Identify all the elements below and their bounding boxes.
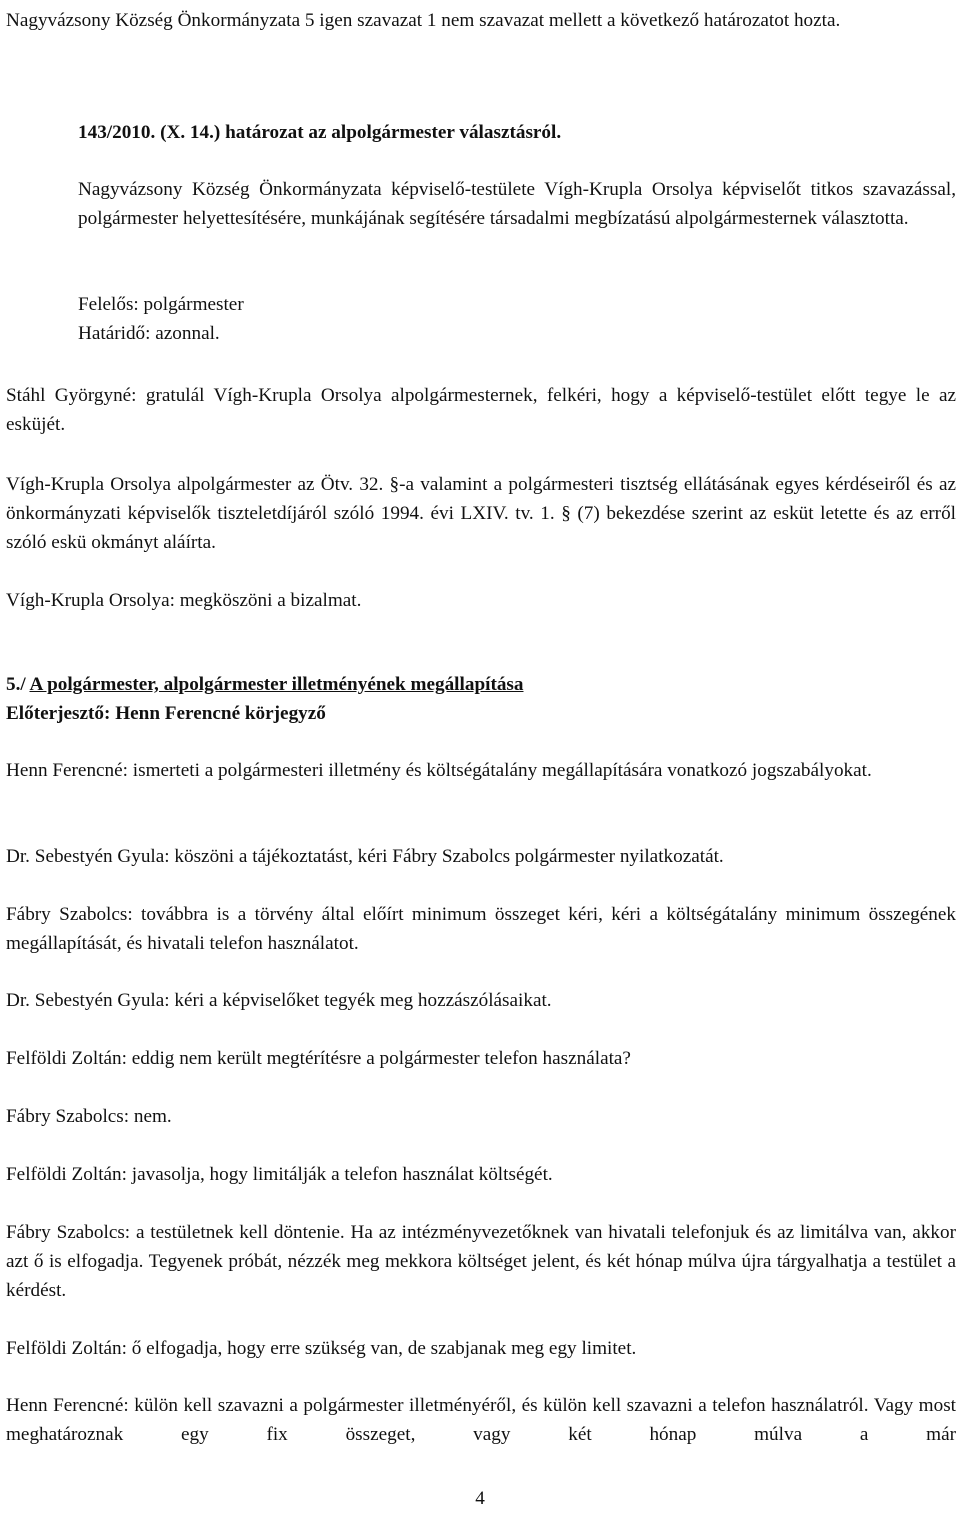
henn-paragraph-1: Henn Ferencné: ismerteti a polgármesteri illetmény és költségátalány megállapítására vonatkozó jogszabályokat.	[6, 760, 872, 781]
resolution-title: 143/2010. (X. 14.) határozat az alpolgármester választásról.	[78, 122, 562, 143]
oath-paragraph: Vígh-Krupla Orsolya alpolgármester az Ötv. 32. §-a valamint a polgármesteri tisztség ellátásának egyes kérdéseiről és az önkormányzati képviselők tiszteletdíjáról szóló 1994. évi LXIV. tv. 1. § (7) bekezdése szerint az esküt letette és az erről szóló eskü okmányt aláírta.	[6, 474, 956, 553]
vote-result-paragraph: Nagyvázsony Község Önkormányzata 5 igen szavazat 1 nem szavazat mellett a következő határozatot hozta.	[6, 10, 841, 31]
sebestyen-paragraph-1: Dr. Sebestyén Gyula: köszöni a tájékoztatást, kéri Fábry Szabolcs polgármester nyilatkozatát.	[6, 846, 724, 867]
stahl-paragraph: Stáhl Györgyné: gratulál Vígh-Krupla Orsolya alpolgármesternek, felkéri, hogy a képviselő-testület előtt tegye le az esküjét.	[6, 385, 956, 435]
presenter-line: Előterjesztő: Henn Ferencné körjegyző	[6, 703, 326, 724]
felfoldi-paragraph-3: Felföldi Zoltán: ő elfogadja, hogy erre szükség van, de szabjanak meg egy limitet.	[6, 1338, 637, 1359]
felfoldi-paragraph-2: Felföldi Zoltán: javasolja, hogy limitálják a telefon használat költségét.	[6, 1164, 553, 1185]
section-heading-title: A polgármester, alpolgármester illetményének megállapítása	[29, 674, 524, 695]
section-heading	[6, 670, 956, 699]
fabry-paragraph-2: Fábry Szabolcs: nem.	[6, 1106, 172, 1127]
fabry-paragraph-3: Fábry Szabolcs: a testületnek kell döntenie. Ha az intézményvezetőknek van hivatali telefonjuk és az limitálva van, akkor azt ő is elfogadja. Tegyenek próbát, nézzék meg mekkora költséget jelent, és két hónap múlva újra tárgyalhatja a testület a kérdést.	[6, 1222, 956, 1301]
section-heading-number: 5./	[6, 674, 26, 695]
felfoldi-paragraph-1: Felföldi Zoltán: eddig nem került megtérítésre a polgármester telefon használata?	[6, 1048, 631, 1069]
fabry-paragraph-1: Fábry Szabolcs: továbbra is a törvény által előírt minimum összeget kéri, kéri a költségátalány minimum összegének megállapítását, és hivatali telefon használatot.	[6, 904, 956, 954]
responsible-line: Felelős: polgármester	[78, 294, 244, 315]
deadline-line: Határidő: azonnal.	[78, 323, 220, 344]
resolution-text: Nagyvázsony Község Önkormányzata képviselő-testülete Vígh-Krupla Orsolya képviselőt titkos szavazással, polgármester helyettesítésére, munkájának segítésére társadalmi megbízatású alpolgármesternek választotta.	[78, 179, 956, 229]
henn-paragraph-2: Henn Ferencné: külön kell szavazni a polgármester illetményéről, és külön kell szavazni a telefon használatról. Vagy most meghatároznak egy fix összeget, vagy két hónap múlva a már	[6, 1395, 956, 1445]
page-number: 4	[475, 1488, 485, 1509]
sebestyen-paragraph-2: Dr. Sebestyén Gyula: kéri a képviselőket tegyék meg hozzászólásaikat.	[6, 990, 552, 1011]
thanks-paragraph: Vígh-Krupla Orsolya: megköszöni a bizalmat.	[6, 590, 362, 611]
